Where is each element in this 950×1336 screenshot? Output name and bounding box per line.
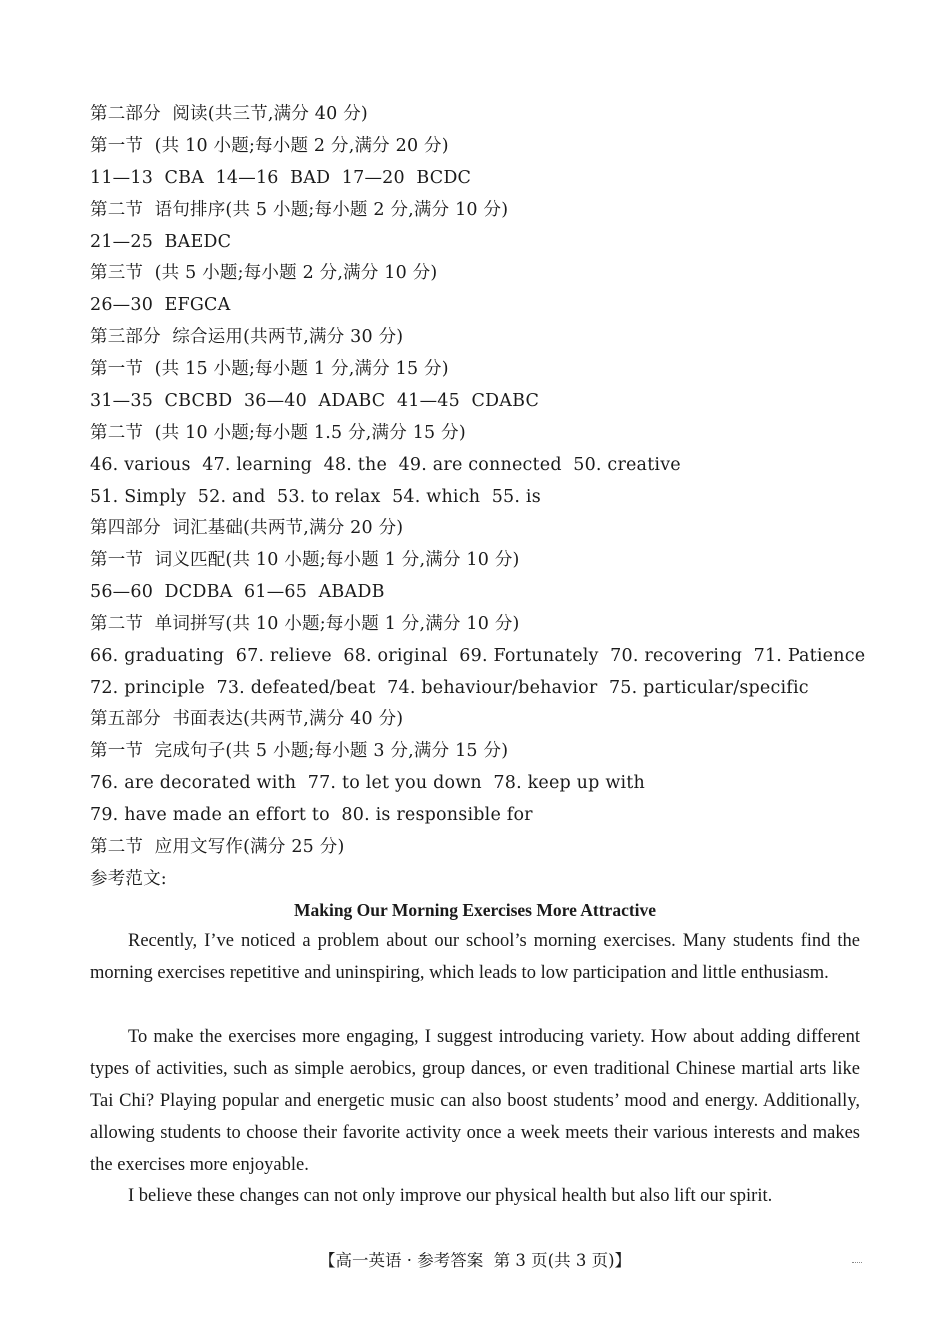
answer-row: 51. Simply 52. and 53. to relax 54. which 55. is: [90, 487, 541, 507]
answer-row: 76. are decorated with 77. to let you down 78. keep up with: [90, 773, 645, 793]
part-heading: 第五部分 书面表达(共两节,满分 40 分): [90, 709, 404, 729]
section-heading: 第二节 语句排序(共 5 小题;每小题 2 分,满分 10 分): [90, 200, 509, 220]
essay-title: Making Our Morning Exercises More Attractive: [293, 900, 657, 920]
answer-row: 66. graduating 67. relieve 68. original 69. Fortunately 70. recovering 71. Patience: [90, 646, 866, 666]
answer-row: 46. various 47. learning 48. the 49. are connected 50. creative: [90, 455, 681, 475]
answer-row: 21—25 BAEDC: [90, 232, 232, 252]
corner-mark: [852, 1262, 862, 1265]
answer-row: 26—30 EFGCA: [90, 295, 231, 315]
answer-row: 56—60 DCDBA 61—65 ABADB: [90, 582, 385, 602]
section-heading: 第一节 词义匹配(共 10 小题;每小题 1 分,满分 10 分): [90, 550, 520, 570]
section-heading: 第三节 (共 5 小题;每小题 2 分,满分 10 分): [90, 263, 438, 283]
page-footer: 【高一英语 · 参考答案 第 3 页(共 3 页)】: [318, 1251, 632, 1270]
section-heading: 第二节 单词拼写(共 10 小题;每小题 1 分,满分 10 分): [90, 614, 520, 634]
part-heading: 第三部分 综合运用(共两节,满分 30 分): [90, 327, 404, 347]
part-heading: 第二部分 阅读(共三节,满分 40 分): [90, 104, 368, 124]
section-heading: 第一节 (共 10 小题;每小题 2 分,满分 20 分): [90, 136, 449, 156]
section-heading: 第一节 (共 15 小题;每小题 1 分,满分 15 分): [90, 359, 449, 379]
essay-paragraph: I believe these changes can not only improve our physical health but also lift our spirit.: [128, 1186, 773, 1206]
answer-row: 79. have made an effort to 80. is responsible for: [90, 805, 533, 825]
section-heading: 第二节 应用文写作(满分 25 分): [90, 837, 345, 857]
answer-row: 31—35 CBCBD 36—40 ADABC 41—45 CDABC: [90, 391, 540, 411]
sample-essay-label: 参考范文:: [90, 869, 167, 889]
section-heading: 第二节 (共 10 小题;每小题 1.5 分,满分 15 分): [90, 423, 466, 443]
answer-row: 11—13 CBA 14—16 BAD 17—20 BCDC: [90, 168, 472, 188]
part-heading: 第四部分 词汇基础(共两节,满分 20 分): [90, 518, 404, 538]
essay-paragraph: To make the exercises more engaging, I suggest introducing variety. How about adding different types of activities, such as simple aerobics, group dances, or even traditional Chinese martial arts like Tai Chi? Playing popular and energetic music can also boost students’ mood and energy. Additionally, allowing students to choose their favorite activity once a week meets their various interests and makes the exercises more enjoyable.: [90, 1027, 860, 1175]
answer-row: 72. principle 73. defeated/beat 74. behaviour/behavior 75. particular/specific: [90, 678, 809, 698]
essay-paragraph: Recently, I’ve noticed a problem about our school’s morning exercises. Many students find the morning exercises repetitive and uninspiring, which leads to low participation and little enthusiasm.: [90, 931, 860, 983]
section-heading: 第一节 完成句子(共 5 小题;每小题 3 分,满分 15 分): [90, 741, 509, 761]
